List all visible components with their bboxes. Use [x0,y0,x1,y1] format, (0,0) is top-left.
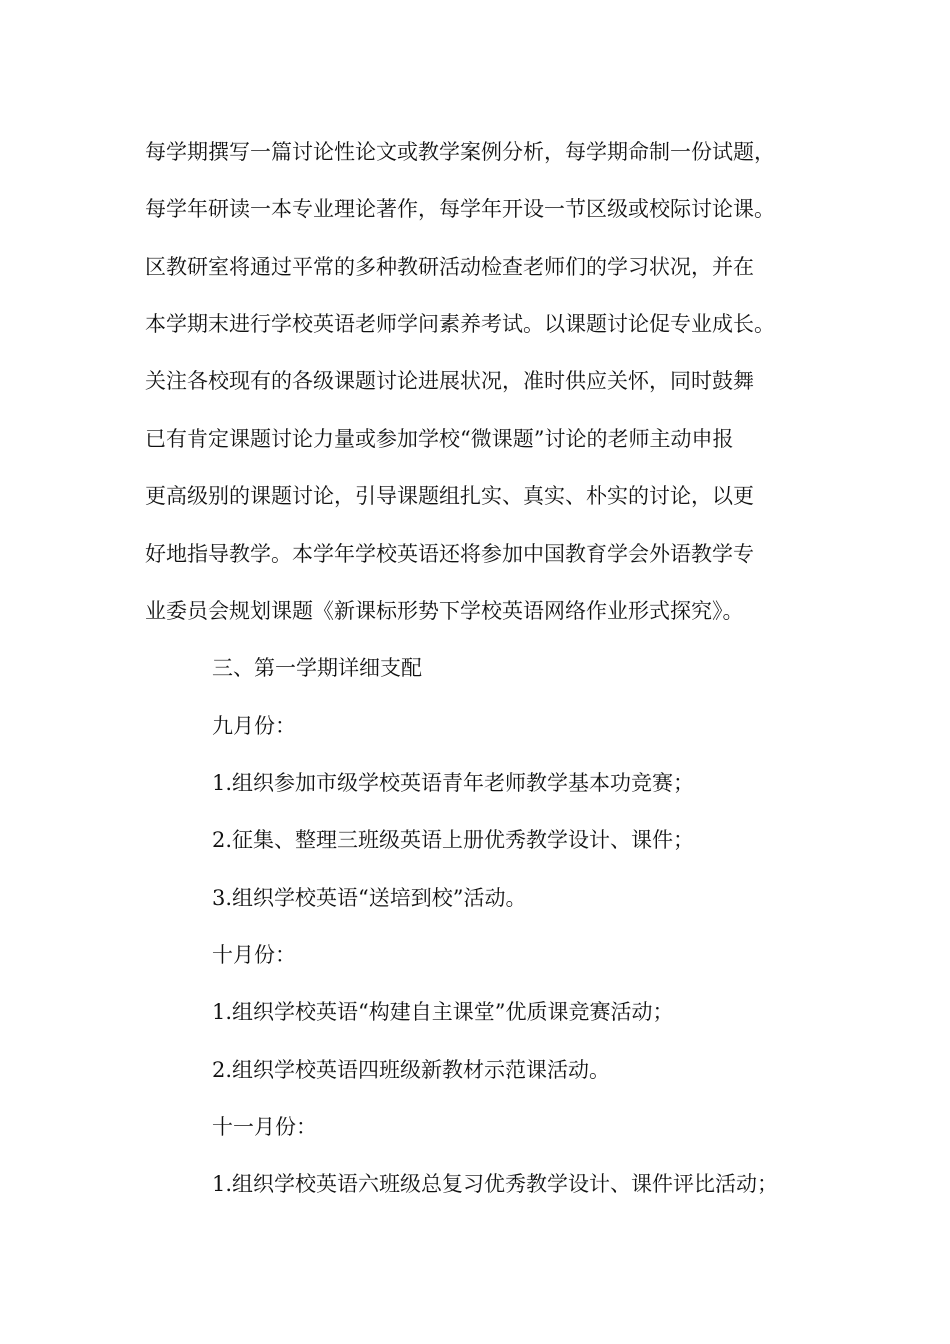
paragraph-line: 区教研室将通过平常的多种教研活动检查老师们的学习状况，并在 [145,255,754,279]
paragraph-line: 每学期撰写一篇讨论性论文或教学案例分析，每学期命制一份试题， [145,140,775,164]
section-heading: 三、第一学期详细支配 [212,656,422,680]
list-item: 1.组织学校英语“构建自主课堂”优质课竞赛活动； [212,1000,674,1024]
list-item: 3.组织学校英语“送培到校”活动。 [212,886,527,910]
month-label: 十一月份： [212,1115,317,1139]
paragraph-line: 本学期末进行学校英语老师学问素养考试。以课题讨论促专业成长。 [145,312,775,336]
list-item: 2.征集、整理三班级英语上册优秀教学设计、课件； [212,828,695,852]
paragraph-line: 更高级别的课题讨论，引导课题组扎实、真实、朴实的讨论，以更 [145,484,754,508]
paragraph-line: 已有肯定课题讨论力量或参加学校“微课题”讨论的老师主动申报 [145,427,734,451]
paragraph-line: 关注各校现有的各级课题讨论进展状况，准时供应关怀，同时鼓舞 [145,369,754,393]
month-label: 十月份： [212,943,296,967]
list-item: 1.组织参加市级学校英语青年老师教学基本功竞赛； [212,771,695,795]
month-label: 九月份： [212,714,296,738]
list-item: 1.组织学校英语六班级总复习优秀教学设计、课件评比活动； [212,1172,779,1196]
paragraph-line: 每学年研读一本专业理论著作，每学年开设一节区级或校际讨论课。 [145,197,775,221]
paragraph-line: 业委员会规划课题《新课标形势下学校英语网络作业形式探究》。 [145,599,744,623]
list-item: 2.组织学校英语四班级新教材示范课活动。 [212,1058,611,1082]
paragraph-line: 好地指导教学。本学年学校英语还将参加中国教育学会外语教学专 [145,542,754,566]
